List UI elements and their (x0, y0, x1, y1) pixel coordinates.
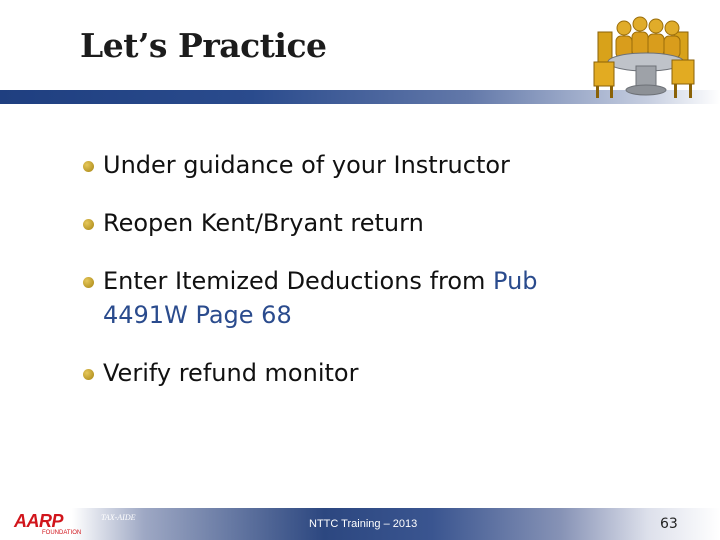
gold-bullet-dot-icon (83, 277, 94, 288)
bullet-item (80, 148, 620, 182)
bullet-text: Reopen Kent/Bryant return (103, 209, 424, 237)
gold-bullet-dot-icon (83, 369, 94, 380)
gold-bullet-dot-icon (83, 161, 94, 172)
bullet-item (80, 206, 620, 240)
slide-title: Let’s Practice (80, 26, 327, 65)
bullet-text: Enter Itemized Deductions from (103, 267, 494, 295)
logo-subtext: FOUNDATION (42, 530, 82, 536)
gold-bullet-dot-icon (83, 219, 94, 230)
aarp-foundation-logo (2, 511, 90, 540)
bullet-item (80, 356, 620, 390)
bullet-text: Under guidance of your Instructor (103, 151, 510, 179)
bullet-item (80, 264, 620, 332)
tax-aide-tagline: TAX-AIDE (101, 513, 136, 522)
pub-reference-link[interactable]: Pub 4491W Page 68 (103, 267, 538, 329)
logo-wordmark: AARP (14, 511, 64, 531)
page-number: 63 (660, 516, 678, 532)
meeting-group-clipart-icon (588, 14, 700, 102)
footer-center-text: NTTC Training – 2013 (309, 518, 418, 530)
bullet-list (80, 148, 620, 390)
bullet-text: Verify refund monitor (103, 359, 359, 387)
